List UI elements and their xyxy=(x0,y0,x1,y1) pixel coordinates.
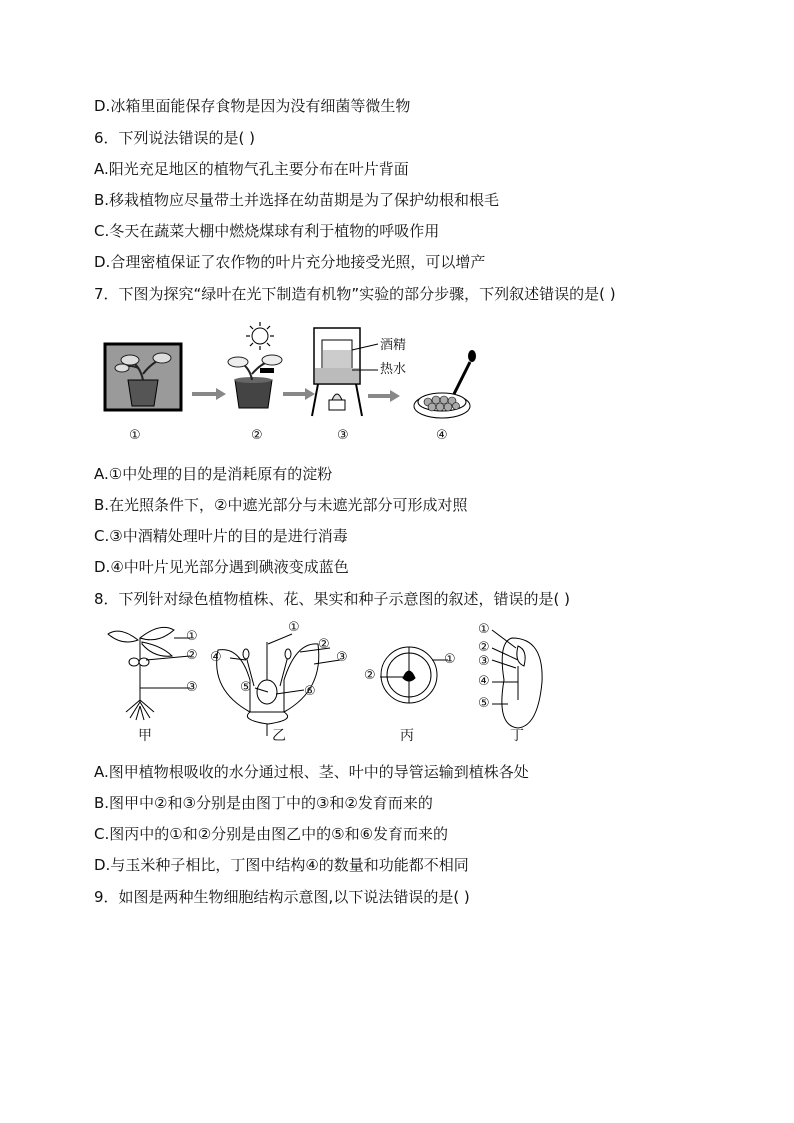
q7-step-1-label: ① xyxy=(129,428,141,443)
q8-option-d: D.与玉米种子相比，丁图中结构④的数量和功能都不相同 xyxy=(94,856,469,874)
caption-bing: 丙 xyxy=(400,728,414,744)
ding-part-3: ③ xyxy=(478,654,490,669)
q6-option-d: D.合理密植保证了农作物的叶片充分地接受光照，可以增产 xyxy=(94,253,486,271)
q7-stem: 7．下图为探究“绿叶在光下制造有机物”实验的部分步骤，下列叙述错误的是( ) xyxy=(94,285,616,303)
q8-diagram xyxy=(100,620,560,750)
step4-iodine-dish xyxy=(414,350,476,418)
q7-step-3-label: ③ xyxy=(337,428,349,443)
q7-label-hotwater: 热水 xyxy=(380,362,407,377)
q8-figure xyxy=(100,620,560,750)
yi-part-3: ③ xyxy=(336,650,348,665)
caption-jia: 甲 xyxy=(138,728,152,744)
bing-part-2: ② xyxy=(364,668,376,683)
q8-option-a: A.图甲植物根吸收的水分通过根、茎、叶中的导管运输到植株各处 xyxy=(94,763,529,781)
q8-stem: 8．下列针对绿色植物植株、花、果实和种子示意图的叙述，错误的是( ) xyxy=(94,590,571,608)
step1-dark-box xyxy=(105,344,181,410)
jia-seedling xyxy=(108,627,190,720)
q7-step-4-label: ④ xyxy=(436,428,448,443)
q6-option-b: B.移栽植物应尽量带土并选择在幼苗期是为了保护幼根和根毛 xyxy=(94,191,500,209)
ding-seed xyxy=(492,630,542,728)
q7-option-b: B.在光照条件下，②中遮光部分与未遮光部分可形成对照 xyxy=(94,496,468,514)
yi-part-4: ④ xyxy=(210,650,222,665)
q6-option-a: A.阳光充足地区的植物气孔主要分布在叶片背面 xyxy=(94,160,409,178)
q5-option-d: D.冰箱里面能保存食物是因为没有细菌等微生物 xyxy=(94,97,411,115)
ding-part-1: ① xyxy=(478,622,490,637)
jia-part-1: ① xyxy=(186,629,198,644)
ding-part-2: ② xyxy=(478,640,490,655)
step2-light-plant xyxy=(228,322,282,408)
q7-figure xyxy=(100,322,480,448)
q7-step-2-label: ② xyxy=(251,428,263,443)
yi-part-1: ① xyxy=(288,620,300,635)
yi-part-6: ⑥ xyxy=(304,684,316,699)
q7-diagram xyxy=(100,322,480,448)
caption-ding: 丁 xyxy=(510,728,524,744)
q8-option-b: B.图甲中②和③分别是由图丁中的③和②发育而来的 xyxy=(94,794,433,812)
yi-part-2: ② xyxy=(318,637,330,652)
q7-label-alcohol: 酒精 xyxy=(380,338,407,353)
caption-yi: 乙 xyxy=(272,728,286,744)
jia-part-2: ② xyxy=(186,648,198,663)
jia-part-3: ③ xyxy=(186,680,198,695)
bing-part-1: ① xyxy=(444,652,456,667)
q6-option-c: C.冬天在蔬菜大棚中燃烧煤球有利于植物的呼吸作用 xyxy=(94,222,440,240)
ding-part-5: ⑤ xyxy=(478,696,490,711)
q7-option-c: C.③中酒精处理叶片的目的是进行消毒 xyxy=(94,527,348,545)
q7-option-d: D.④中叶片见光部分遇到碘液变成蓝色 xyxy=(94,558,349,576)
q7-option-a: A.①中处理的目的是消耗原有的淀粉 xyxy=(94,465,333,483)
q8-option-c: C.图丙中的①和②分别是由图乙中的⑤和⑥发育而来的 xyxy=(94,825,449,843)
bing-fruit xyxy=(380,647,448,703)
ding-part-4: ④ xyxy=(478,674,490,689)
yi-part-5: ⑤ xyxy=(240,680,252,695)
step3-water-bath xyxy=(312,328,378,416)
q6-stem: 6．下列说法错误的是( ) xyxy=(94,129,256,147)
q9-stem: 9．如图是两种生物细胞结构示意图,以下说法错误的是( ) xyxy=(94,888,470,906)
